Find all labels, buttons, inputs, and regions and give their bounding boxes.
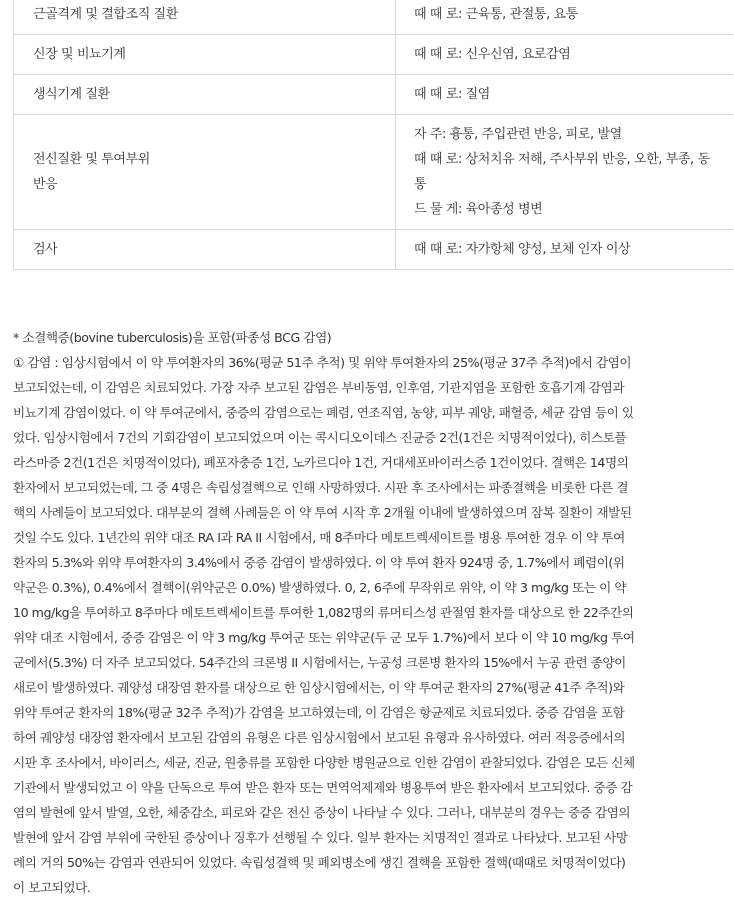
adverse-reactions-table xyxy=(13,0,734,270)
category-cell xyxy=(14,230,396,270)
reaction-text: 때 때 로: 근육통, 관절통, 요통 xyxy=(414,7,578,22)
paragraph-line: 발현에 앞서 감염 부위에 국한된 증상이나 징후가 선행될 수 있다. 일부 환자는 치명적인 결과로 나타났다. 보고된 사망 xyxy=(13,830,628,845)
paragraph-line: 시판 후 조사에서, 바이러스, 세균, 진균, 원충류를 포함한 다양한 병원균으로 인한 감염이 관찰되었다. 감염은 모든 신체 xyxy=(13,755,635,770)
paragraph-line: 환자의 5.3%와 위약 투여환자의 3.4%에서 중증 감염이 발생하였다. 이 약 투여 환자 924명 중, 1.7%에서 폐렴이(위 xyxy=(13,555,625,570)
category-text: 생식기계 질환 xyxy=(33,87,110,102)
paragraph-line: 라스마증 2건(1건은 치명적이었다), 폐포자충증 1건, 노카르디아 1건, 거대세포바이러스증 1건이었다. 결핵은 14명의 xyxy=(13,455,629,470)
paragraph-line: 보고되었는데, 이 감염은 치료되었다. 가장 자주 보고된 감염은 부비동염, 인후염, 기관지염을 포함한 호흡기계 감염과 xyxy=(13,380,625,395)
reaction-cell xyxy=(396,0,734,35)
reaction-cell xyxy=(396,35,734,75)
paragraph-line: 염의 발현에 앞서 발열, 오한, 체중감소, 피로와 같은 전신 증상이 나타날 수 있다. 그러나, 대부분의 경우는 중증 감염의 xyxy=(13,805,631,820)
paragraph-line: 례의 거의 50%는 감염과 연관되어 있었다. 속립성결핵 및 폐외병소에 생긴 결핵을 포함한 결핵(때때로 치명적이었다) xyxy=(13,855,626,870)
reaction-text: 때 때 로: 질염 xyxy=(414,87,490,102)
paragraph-line: 약군은 0.3%), 0.4%에서 결핵이(위약군은 0.0%) 발생하였다. 0, 2, 6주에 무작위로 위약, 이 약 3 mg/kg 또는 이 약 xyxy=(13,580,627,595)
paragraph-line: 비뇨기계 감염이었다. 이 약 투여군에서, 중증의 감염으로는 폐렴, 연조직염, 농양, 피부 궤양, 패혈증, 세균 감염 등이 있 xyxy=(13,405,634,420)
category-text: 근골격계 및 결합조직 질환 xyxy=(33,7,178,22)
category-cell xyxy=(14,115,396,230)
reaction-text: 드 물 게: 육아종성 병변 xyxy=(414,202,543,217)
paragraph-line: 10 mg/kg을 투여하고 8주마다 메토트렉세이트를 투여한 1,082명의 류머티스성 관절염 환자를 대상으로 한 22주간의 xyxy=(13,605,634,620)
paragraph-line: 핵의 사례들이 보고되었다. 대부분의 결핵 사례들은 이 약 투여 시작 후 2개월 이내에 발생하였으며 잠복 질환이 재발된 xyxy=(13,505,632,520)
paragraph-line: 것일 수도 있다. 1년간의 위약 대조 RA I과 RA II 시험에서, 매 8주마다 메토트렉세이트를 병용 투여한 경우 이 약 투여 xyxy=(13,530,625,545)
paragraph-line: 이 보고되었다. xyxy=(13,880,91,895)
paragraph-line: 위약 대조 시험에서, 중증 감염은 이 약 3 mg/kg 투여군 또는 위약군(두 군 모두 1.7%)에서 보다 이 약 10 mg/kg 투여 xyxy=(13,630,635,645)
reaction-text: 때 때 로: 상처치유 저해, 주사부위 반응, 오한, 부종, 동 xyxy=(414,152,710,167)
paragraph-line: ① 감염 : 임상시험에서 이 약 투여환자의 36%(평균 51주 추적) 및 위약 투여환자의 25%(평균 37주 추적)에서 감염이 xyxy=(13,355,632,370)
category-cell xyxy=(14,35,396,75)
table-row xyxy=(14,115,734,230)
reaction-text: 때 때 로: 자가항체 양성, 보체 인자 이상 xyxy=(414,242,631,257)
reaction-text: 자 주: 흉통, 주입관련 반응, 피로, 발열 xyxy=(414,127,622,142)
table-row xyxy=(14,0,734,35)
paragraph-line: 새로이 발생하였다. 궤양성 대장염 환자를 대상으로 한 임상시험에서는, 이 약 투여군 환자의 27%(평균 41주 추적)와 xyxy=(13,680,625,695)
reaction-text: 통 xyxy=(414,177,427,192)
reaction-cell xyxy=(396,230,734,270)
category-cell xyxy=(14,75,396,115)
reaction-cell xyxy=(396,75,734,115)
table-row xyxy=(14,230,734,270)
category-cell xyxy=(14,0,396,35)
paragraph-line: 군에서(5.3%) 더 자주 보고되었다. 54주간의 크론병 II 시험에서는, 누공성 크론병 환자의 15%에서 누공 관련 종양이 xyxy=(13,655,626,670)
paragraph-line: 하여 궤양성 대장염 환자에서 보고된 감염의 유형은 다른 임상시험에서 보고된 유형과 유사하였다. 여러 적응증에서의 xyxy=(13,730,626,745)
footnote: * 소결핵증(bovine tuberculosis)을 포함(파종성 BCG 감염) xyxy=(13,330,332,345)
table-row xyxy=(14,35,734,75)
paragraph-line: 기관에서 발생되었고 이 약을 단독으로 투여 받은 환자 또는 면역억제제와 병용투여 받은 환자에서 보고되었다. 중증 감 xyxy=(13,780,633,795)
paragraph-line: 었다. 임상시험에서 7건의 기회감염이 보고되었으며 이는 콕시디오이데스 진균증 2건(1건은 치명적이었다), 히스토플 xyxy=(13,430,627,445)
category-text: 전신질환 및 투여부위 xyxy=(33,152,150,167)
reaction-text: 때 때 로: 신우신염, 요로감염 xyxy=(414,47,571,62)
category-text: 검사 xyxy=(33,242,58,257)
notes-section xyxy=(13,325,715,900)
reaction-cell xyxy=(396,115,734,230)
table-row xyxy=(14,75,734,115)
infection-paragraph xyxy=(13,350,715,900)
paragraph-line: 환자에서 보고되었는데, 그 중 4명은 속립성결핵으로 인해 사망하였다. 시판 후 조사에서는 파종결핵을 비롯한 다른 결 xyxy=(13,480,629,495)
paragraph-line: 위약 투여군 환자의 18%(평균 32주 추적)가 감염을 보고하였는데, 이 감염은 항균제로 치료되었다. 중증 감염을 포함 xyxy=(13,705,625,720)
category-text: 신장 및 비뇨기계 xyxy=(33,47,126,62)
category-text: 반응 xyxy=(33,177,58,192)
